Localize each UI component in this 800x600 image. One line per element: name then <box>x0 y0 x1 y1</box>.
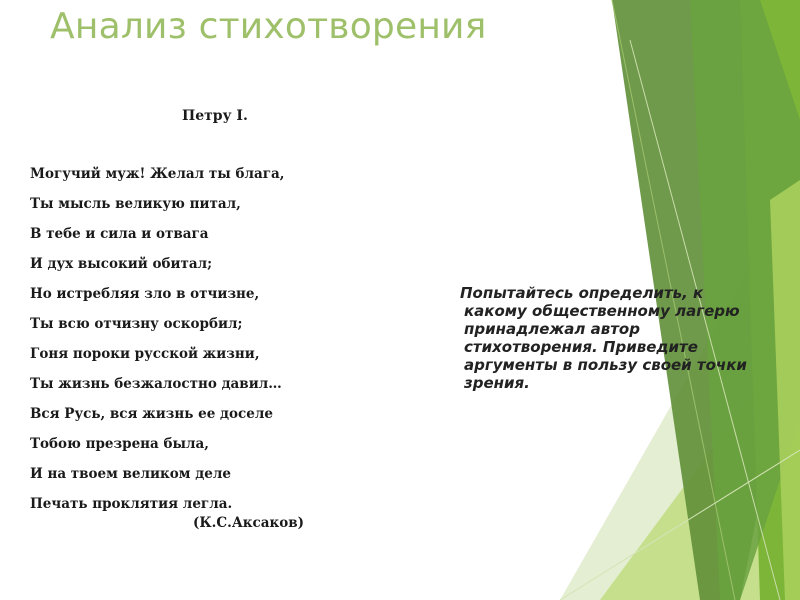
task-first-line: Попытайтесь определить, к <box>460 284 704 302</box>
poem-line: Ты жизнь безжалостно давил… <box>30 376 282 392</box>
poem-line: Печать проклятия легла. <box>30 496 233 512</box>
poem-line: Тобою презрена была, <box>30 436 209 452</box>
poem-line: Ты мысль великую питал, <box>30 196 241 212</box>
task-text <box>450 284 750 392</box>
poem-text <box>30 166 284 526</box>
poem-line: Вся Русь, вся жизнь ее доселе <box>30 406 273 422</box>
task-rest: какому общественному лагерю принадлежал автор стихотворения. Приведите аргументы в пользу своей точки зрения. <box>464 302 747 392</box>
poem-line: Гоня пороки русской жизни, <box>30 346 260 362</box>
poem-line: Ты всю отчизну оскорбил; <box>30 316 243 332</box>
poem-line: Но истребляя зло в отчизне, <box>30 286 260 302</box>
poem-title: Петру I. <box>182 108 248 124</box>
poem-line: И дух высокий обитал; <box>30 256 213 272</box>
poem-author: (К.С.Аксаков) <box>193 515 305 531</box>
poem-line: В тебе и сила и отвага <box>30 226 209 242</box>
slide-title: Анализ стихотворения <box>50 6 487 47</box>
poem-line: И на твоем великом деле <box>30 466 231 482</box>
poem-line: Могучий муж! Желал ты блага, <box>30 166 285 182</box>
